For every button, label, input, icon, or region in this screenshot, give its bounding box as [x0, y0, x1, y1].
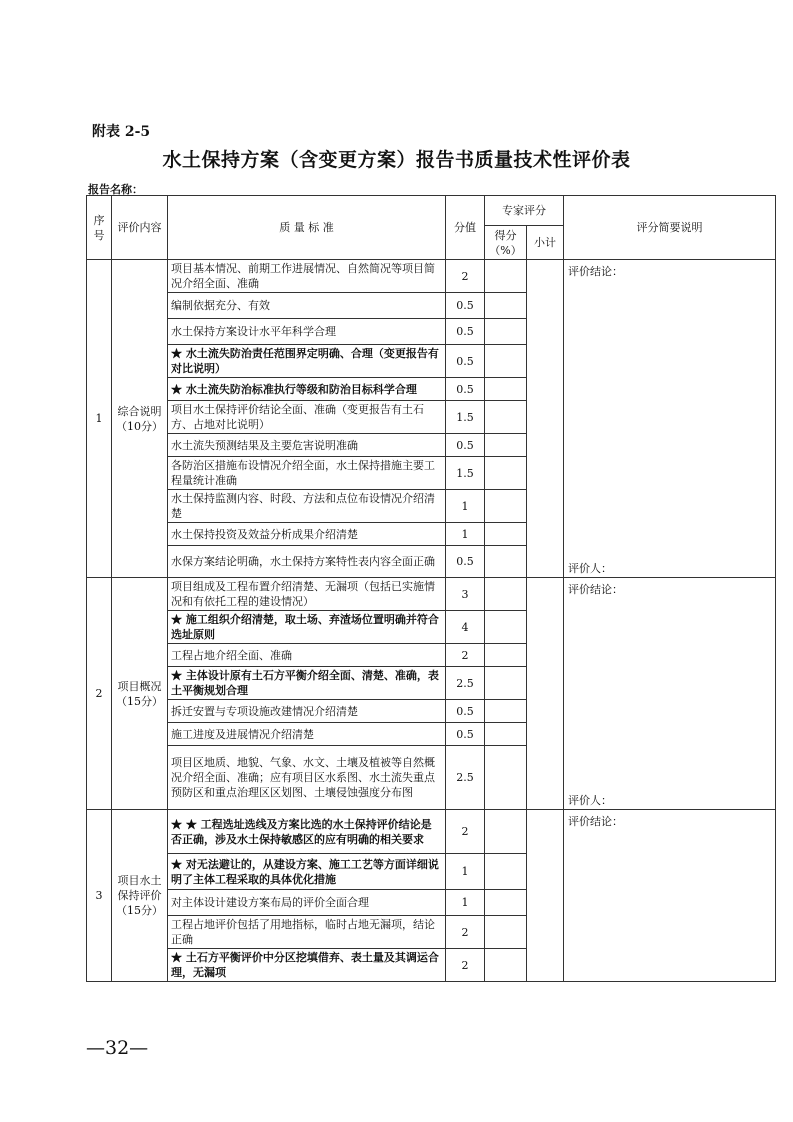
criterion-text: 工程占地介绍全面、准确: [168, 644, 446, 667]
criterion-score: 1: [446, 854, 485, 890]
criterion-score: 4: [446, 611, 485, 644]
table-header: [87, 196, 776, 260]
criterion-score: 0.5: [446, 378, 485, 401]
score-got-cell[interactable]: [485, 546, 527, 578]
score-got-cell[interactable]: [485, 434, 527, 457]
criterion-text: 水土保持方案设计水平年科学合理: [168, 319, 446, 345]
criterion-score: 1.5: [446, 401, 485, 434]
criterion-score: 1: [446, 490, 485, 523]
criterion-score: 0.5: [446, 319, 485, 345]
table-body: [87, 260, 776, 982]
header-content: 评价内容: [112, 196, 168, 260]
header-seq: 序号: [87, 196, 112, 260]
criterion-text: 项目水土保持评价结论全面、准确（变更报告有土石方、占地对比说明）: [168, 401, 446, 434]
criterion-score: 0.5: [446, 723, 485, 746]
header-subtotal: 小计: [527, 226, 564, 260]
subtotal-cell[interactable]: [527, 260, 564, 578]
header-criteria: 质 量 标 准: [168, 196, 446, 260]
subtotal-cell[interactable]: [527, 578, 564, 810]
remark-cell[interactable]: [564, 260, 776, 578]
score-got-cell[interactable]: [485, 700, 527, 723]
score-got-cell[interactable]: [485, 490, 527, 523]
page-number: —32—: [86, 1037, 149, 1059]
criterion-text: 项目基本情况、前期工作进展情况、自然简况等项目简况介绍全面、准确: [168, 260, 446, 293]
score-got-cell[interactable]: [485, 854, 527, 890]
criterion-text: 项目区地质、地貌、气象、水文、土壤及植被等自然概况介绍全面、准确；应有项目区水系图、水土流失重点预防区和重点治理区区划图、土壤侵蚀强度分布图: [168, 746, 446, 810]
remark-evaluator-label: 评价人：: [568, 562, 612, 575]
criterion-score: 2: [446, 949, 485, 982]
criterion-text: 工程占地评价包括了用地指标，临时占地无漏项，结论正确: [168, 916, 446, 949]
score-got-cell[interactable]: [485, 890, 527, 916]
criterion-score: 2: [446, 260, 485, 293]
criterion-text: ★ 水土流失防治标准执行等级和防治目标科学合理: [168, 378, 446, 401]
score-got-cell[interactable]: [485, 378, 527, 401]
score-got-cell[interactable]: [485, 611, 527, 644]
remark-cell[interactable]: [564, 810, 776, 982]
score-got-cell[interactable]: [485, 293, 527, 319]
criterion-text: ★ 水土流失防治责任范围界定明确、合理（变更报告有对比说明）: [168, 345, 446, 378]
criterion-score: 1: [446, 890, 485, 916]
table-row: [87, 260, 776, 293]
remark-conclusion-label: 评价结论：: [568, 265, 623, 278]
section-content: 项目水土保持评价（15分）: [112, 810, 168, 982]
score-got-cell[interactable]: [485, 260, 527, 293]
subtotal-cell[interactable]: [527, 810, 564, 982]
criterion-score: 2.5: [446, 746, 485, 810]
criterion-score: 0.5: [446, 546, 485, 578]
score-got-cell[interactable]: [485, 746, 527, 810]
score-got-cell[interactable]: [485, 949, 527, 982]
criterion-score: 0.5: [446, 293, 485, 319]
criterion-score: 3: [446, 578, 485, 611]
score-got-cell[interactable]: [485, 523, 527, 546]
report-name-label: 报告名称：: [88, 183, 143, 196]
score-got-cell[interactable]: [485, 457, 527, 490]
criterion-text: 水土保持投资及效益分析成果介绍清楚: [168, 523, 446, 546]
score-got-cell[interactable]: [485, 810, 527, 854]
criterion-text: 施工进度及进展情况介绍清楚: [168, 723, 446, 746]
section-content: 项目概况（15分）: [112, 578, 168, 810]
remark-evaluator-label: 评价人：: [568, 794, 612, 807]
table-row: [87, 578, 776, 611]
criterion-text: ★ 土石方平衡评价中分区挖填借弃、表土量及其调运合理，无漏项: [168, 949, 446, 982]
score-got-cell[interactable]: [485, 345, 527, 378]
criterion-text: 编制依据充分、有效: [168, 293, 446, 319]
page-title: 水土保持方案（含变更方案）报告书质量技术性评价表: [162, 149, 631, 171]
criterion-text: 水土保持监测内容、时段、方法和点位布设情况介绍清楚: [168, 490, 446, 523]
criterion-score: 0.5: [446, 700, 485, 723]
section-number: 3: [87, 810, 112, 982]
section-number: 2: [87, 578, 112, 810]
criterion-score: 0.5: [446, 434, 485, 457]
criterion-text: 各防治区措施布设情况介绍全面，水土保持措施主要工程量统计准确: [168, 457, 446, 490]
header-remark: 评分简要说明: [564, 196, 776, 260]
criterion-score: 1.5: [446, 457, 485, 490]
section-number: 1: [87, 260, 112, 578]
criterion-text: 项目组成及工程布置介绍清楚、无漏项（包括已实施情况和有依托工程的建设情况）: [168, 578, 446, 611]
criterion-text: 对主体设计建设方案布局的评价全面合理: [168, 890, 446, 916]
appendix-label: 附表 2-5: [92, 124, 151, 140]
evaluation-table: [86, 195, 776, 982]
criterion-text: ★ 对无法避让的，从建设方案、施工工艺等方面详细说明了主体工程采取的具体优化措施: [168, 854, 446, 890]
remark-conclusion-label: 评价结论：: [568, 583, 623, 596]
criterion-score: 2: [446, 916, 485, 949]
criterion-text: 水保方案结论明确，水土保持方案特性表内容全面正确: [168, 546, 446, 578]
score-got-cell[interactable]: [485, 578, 527, 611]
criterion-text: 拆迁安置与专项设施改建情况介绍清楚: [168, 700, 446, 723]
score-got-cell[interactable]: [485, 723, 527, 746]
criterion-text: ★ 施工组织介绍清楚，取土场、弃渣场位置明确并符合选址原则: [168, 611, 446, 644]
criterion-score: 0.5: [446, 345, 485, 378]
score-got-cell[interactable]: [485, 401, 527, 434]
criterion-score: 2: [446, 810, 485, 854]
criterion-score: 2.5: [446, 667, 485, 700]
criterion-score: 2: [446, 644, 485, 667]
score-got-cell[interactable]: [485, 644, 527, 667]
header-expert: 专家评分: [485, 196, 564, 226]
criterion-text: ★ ★ 工程选址选线及方案比选的水土保持评价结论是否正确，涉及水土保持敏感区的应有明确的相关要求: [168, 810, 446, 854]
criterion-score: 1: [446, 523, 485, 546]
score-got-cell[interactable]: [485, 319, 527, 345]
header-score: 分值: [446, 196, 485, 260]
section-content: 综合说明（10分）: [112, 260, 168, 578]
header-got: 得分（%）: [485, 226, 527, 260]
criterion-text: ★ 主体设计原有土石方平衡介绍全面、清楚、准确，表土平衡规划合理: [168, 667, 446, 700]
table-row: [87, 810, 776, 854]
remark-conclusion-label: 评价结论：: [568, 815, 623, 828]
score-got-cell[interactable]: [485, 667, 527, 700]
score-got-cell[interactable]: [485, 916, 527, 949]
remark-cell[interactable]: [564, 578, 776, 810]
criterion-text: 水土流失预测结果及主要危害说明准确: [168, 434, 446, 457]
